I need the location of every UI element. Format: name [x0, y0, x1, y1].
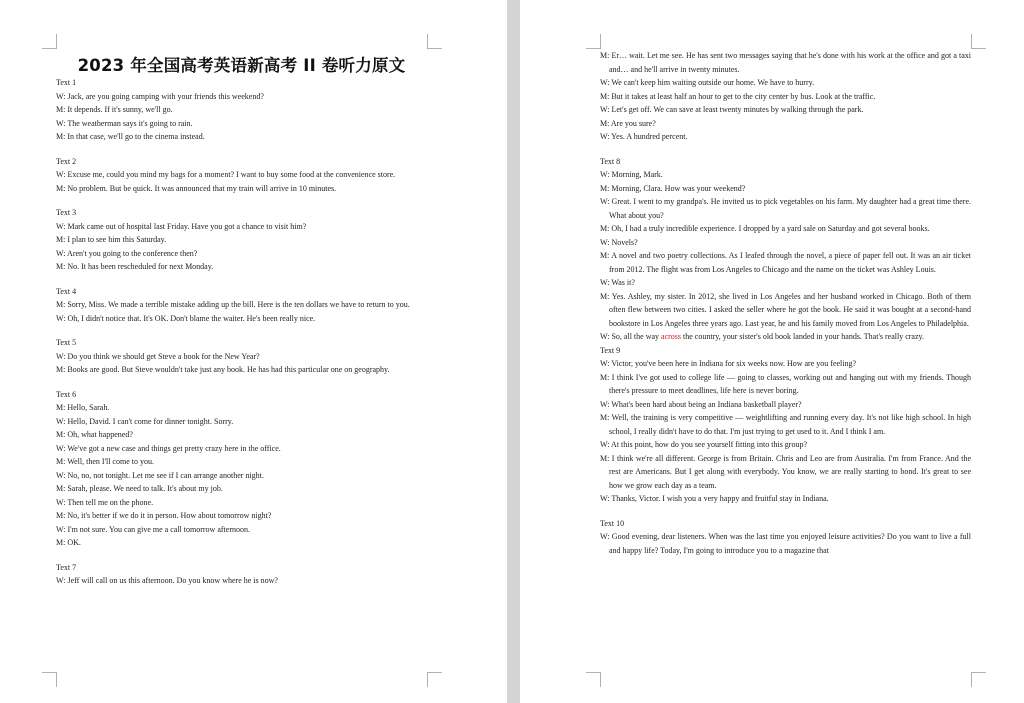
- dialogue-line: M: Yes. Ashley, my sister. In 2012, she lived in Los Angeles and her husband worked in Chicago. Both of them often flew between two cities. I asked the seller where he got the book. He said it was bought at a second-hand bookstore in Los Angeles three years ago. Last year, he and his family moved from Los Angeles to Philadelphia.: [600, 291, 971, 328]
- dialogue-line: W: Let's get off. We can save at least twenty minutes by walking through the park.: [600, 105, 864, 114]
- dialogue-line: W: Was it?: [600, 278, 635, 287]
- crop-mark-top-left: [42, 34, 57, 49]
- left-page: [0, 0, 507, 703]
- section-title: Text 7: [56, 562, 77, 572]
- dialogue-line: W: Hello, David. I can't come for dinner tonight. Sorry.: [56, 416, 234, 426]
- dialogue-line: M: I think we're all different. George is from Britain. Chris and Leo are from Australia. I'm from France. And the rest are Americans. But I get along with everybody. You know, we are really starting to bond. It's great to see how we grow each day as a team.: [600, 453, 971, 490]
- crop-mark-top-left: [586, 34, 601, 49]
- section-gap: [56, 377, 427, 388]
- section-title: Text 2: [56, 156, 77, 166]
- section-title: Text 5: [56, 338, 77, 347]
- dialogue-line: M: Hello, Sarah.: [56, 403, 110, 412]
- dialogue-line: W: At this point, how do you see yourself fitting into this group?: [600, 440, 808, 449]
- transcript-section: [600, 506, 971, 558]
- transcript-section: [56, 325, 427, 377]
- dialogue-line: M: Are you sure?: [600, 118, 656, 128]
- transcript-section: [600, 144, 971, 331]
- transcript-section: [600, 344, 971, 506]
- dialogue-line: M: Er… wait. Let me see. He has sent two messages saying that he's done with his work at the office and got a taxi and… and he'll arrive in twenty minutes.: [600, 51, 971, 74]
- dialogue-line: M: Morning, Clara. How was your weekend?: [600, 183, 746, 193]
- dialogue-line: W: Jack, are you going camping with your friends this weekend?: [56, 91, 264, 101]
- section-gap: [56, 325, 427, 336]
- section-title: Text 4: [56, 286, 77, 296]
- line-text: the country, your sister's old book landed in your hands. That's really crazy.: [681, 332, 925, 341]
- dialogue-line: M: Sarah, please. We need to talk. It's about my job.: [56, 484, 223, 493]
- dialogue-line: W: Morning, Mark.: [600, 170, 663, 179]
- dialogue-line: W: Excuse me, could you mind my bags for a moment? I want to buy some food at the convenience store.: [56, 170, 396, 179]
- section-gap: [56, 144, 427, 155]
- section-title: Text 3: [56, 208, 77, 217]
- dialogue-line: M: It depends. If it's sunny, we'll go.: [56, 105, 173, 114]
- section-title: Text 1: [56, 78, 77, 87]
- right-page: [520, 0, 1024, 703]
- dialogue-line: W: Victor, you've been here in Indiana for six weeks now. How are you feeling?: [600, 359, 857, 368]
- dialogue-line: M: Oh, I had a truly incredible experience. I dropped by a yard sale on Saturday and got several books.: [600, 224, 930, 233]
- transcript-section: [600, 49, 971, 144]
- dialogue-line: W: Yes. A hundred percent.: [600, 132, 688, 141]
- dialogue-line: W: I'm not sure. You can give me a call tomorrow afternoon.: [56, 524, 250, 534]
- transcript-section: [56, 76, 427, 144]
- dialogue-line: M: Sorry, Miss. We made a terrible mistake adding up the bill. Here is the ten dollars we have to return to you.: [56, 300, 410, 309]
- dialogue-line: M: No. It has been rescheduled for next Monday.: [56, 262, 214, 271]
- transcript-section: [600, 330, 971, 344]
- dialogue-line: M: Oh, what happened?: [56, 430, 133, 439]
- dialogue-line: W: What's been hard about being an Indiana basketball player?: [600, 399, 802, 409]
- crop-mark-bottom-left: [42, 672, 57, 687]
- dialogue-line: W: Thanks, Victor. I wish you a very happy and fruitful stay in Indiana.: [600, 494, 829, 503]
- dialogue-line: W: The weatherman says it's going to rain.: [56, 118, 193, 128]
- dialogue-line: M: I plan to see him this Saturday.: [56, 235, 167, 244]
- dialogue-line: W: Mark came out of hospital last Friday. Have you got a chance to visit him?: [56, 221, 307, 231]
- crop-mark-top-right: [971, 34, 986, 49]
- dialogue-line: W: Aren't you going to the conference then?: [56, 248, 198, 258]
- dialogue-line: M: A novel and two poetry collections. As I leafed through the novel, a piece of paper fell out. It was an air ticket from 2012. The flight was from Los Angeles to Chicago and the name on the ticket was Ashley Louis.: [600, 251, 971, 274]
- section-title: Text 6: [56, 389, 77, 399]
- dialogue-line: M: In that case, we'll go to the cinema instead.: [56, 132, 205, 141]
- dialogue-line: W: Great. I went to my grandpa's. He invited us to pick vegetables on his farm. My daughter had a great time there. What about you?: [600, 197, 971, 220]
- dialogue-line: W: Good evening, dear listeners. When was the last time you enjoyed leisure activities? Do you want to live a full and happy life? Today, I'm going to introduce you to a magazine that: [600, 532, 971, 555]
- dialogue-line: M: But it takes at least half an hour to get to the city center by bus. Look at the traffic.: [600, 91, 876, 101]
- dialogue-line: M: Well, the training is very competitive — weightlifting and running every day. It's not like high school. In high school, I really didn't have to do that. I'm just trying to get used to it. And I think I am.: [600, 413, 971, 436]
- dialogue-line: W: Then tell me on the phone.: [56, 497, 154, 507]
- page-gutter: [507, 0, 520, 703]
- section-gap: [56, 274, 427, 285]
- right-page-content: [600, 49, 971, 557]
- dialogue-line: [600, 330, 971, 344]
- dialogue-line: M: No problem. But be quick. It was announced that my train will arrive in 10 minutes.: [56, 183, 337, 193]
- crop-mark-bottom-right: [427, 672, 442, 687]
- crop-mark-top-right: [427, 34, 442, 49]
- transcript-section: [56, 274, 427, 326]
- section-gap: [600, 144, 971, 155]
- dialogue-line: W: Do you think we should get Steve a book for the New Year?: [56, 351, 260, 361]
- section-title: Text 10: [600, 518, 625, 528]
- dialogue-line: W: We've got a new case and things get pretty crazy here in the office.: [56, 443, 281, 453]
- section-title: Text 9: [600, 345, 621, 355]
- dialogue-line: M: OK.: [56, 538, 81, 547]
- section-title: Text 8: [600, 156, 621, 166]
- highlighted-word: across: [661, 332, 682, 341]
- transcript-section: [56, 195, 427, 274]
- transcript-section: [56, 144, 427, 196]
- dialogue-line: M: Well, then I'll come to you.: [56, 457, 154, 466]
- dialogue-line: M: Books are good. But Steve wouldn't take just any book. He has had this particular one on geography.: [56, 365, 390, 374]
- dialogue-line: W: Jeff will call on us this afternoon. Do you know where he is now?: [56, 576, 278, 585]
- dialogue-line: W: We can't keep him waiting outside our home. We have to hurry.: [600, 78, 815, 87]
- document-title: 2023 年全国高考英语新高考 II 卷听力原文: [77, 56, 406, 75]
- transcript-section: [56, 550, 427, 588]
- dialogue-line: W: Oh, I didn't notice that. It's OK. Don't blame the waiter. He's been really nice.: [56, 313, 316, 323]
- crop-mark-bottom-right: [971, 672, 986, 687]
- line-text: W: So, all the way: [600, 332, 662, 341]
- section-gap: [56, 550, 427, 561]
- dialogue-line: M: No, it's better if we do it in person. How about tomorrow night?: [56, 511, 272, 520]
- section-gap: [600, 506, 971, 517]
- dialogue-line: M: I think I've got used to college life — going to classes, working out and hanging out with my friends. Though there's pressure to meet deadlines, life here is never boring.: [600, 372, 971, 395]
- crop-mark-bottom-left: [586, 672, 601, 687]
- section-gap: [56, 195, 427, 206]
- left-page-content: [56, 76, 427, 588]
- dialogue-line: W: No, no, not tonight. Let me see if I can arrange another night.: [56, 470, 264, 480]
- transcript-section: [56, 377, 427, 550]
- dialogue-line: W: Novels?: [600, 237, 638, 247]
